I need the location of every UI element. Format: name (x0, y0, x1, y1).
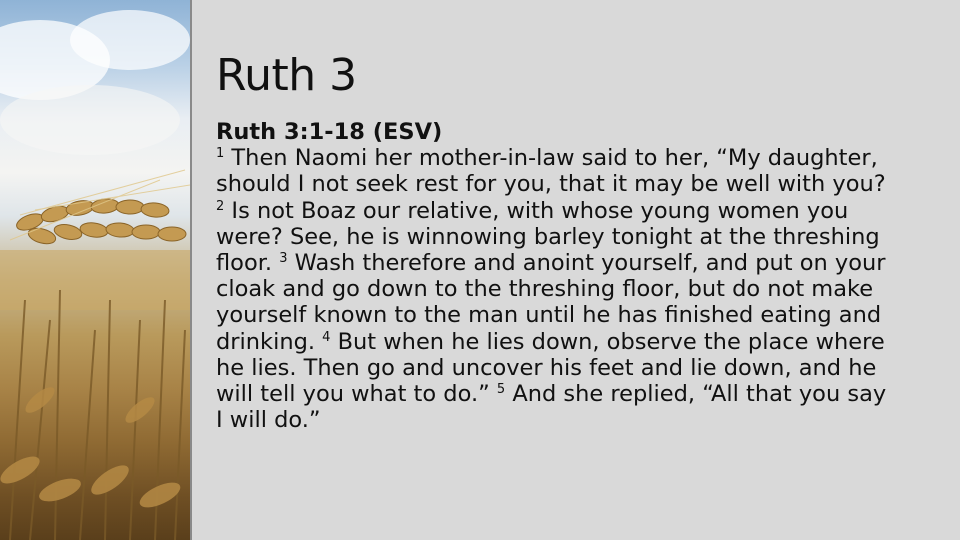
verse-text-3: Wash therefore and anoint yourself, and put on your cloak and go down to the threshing floor, but do not make yourself known to the man until he has finished eating and drinking. (216, 250, 886, 355)
wheat-illustration (0, 0, 190, 540)
verse-text-1: Then Naomi her mother-in-law said to her, “My daughter, should I not seek rest for you, that it may be well with you? (216, 145, 886, 198)
scripture-reference: Ruth 3:1-18 (ESV) (216, 119, 443, 145)
slide-title: Ruth 3 (216, 50, 357, 101)
verse-text-2: Is not Boaz our relative, with whose young women you were? See, he is winnowing barley tonight at the threshing floor. (216, 197, 880, 277)
verse-text-4: But when he lies down, observe the place where he lies. Then go and uncover his feet and lie down, and he will tell you what to do.” (216, 328, 885, 408)
verse-number-3: 3 (279, 251, 288, 267)
verse-number-4: 4 (322, 329, 331, 345)
scripture-passage (216, 119, 896, 433)
content-panel (190, 0, 960, 540)
verse-text-5: And she replied, “All that you say I will do.” (216, 381, 887, 434)
verse-number-2: 2 (216, 198, 225, 214)
wheat-field-image (0, 0, 190, 540)
verse-number-5: 5 (496, 382, 506, 398)
verse-number-1: 1 (216, 146, 225, 162)
